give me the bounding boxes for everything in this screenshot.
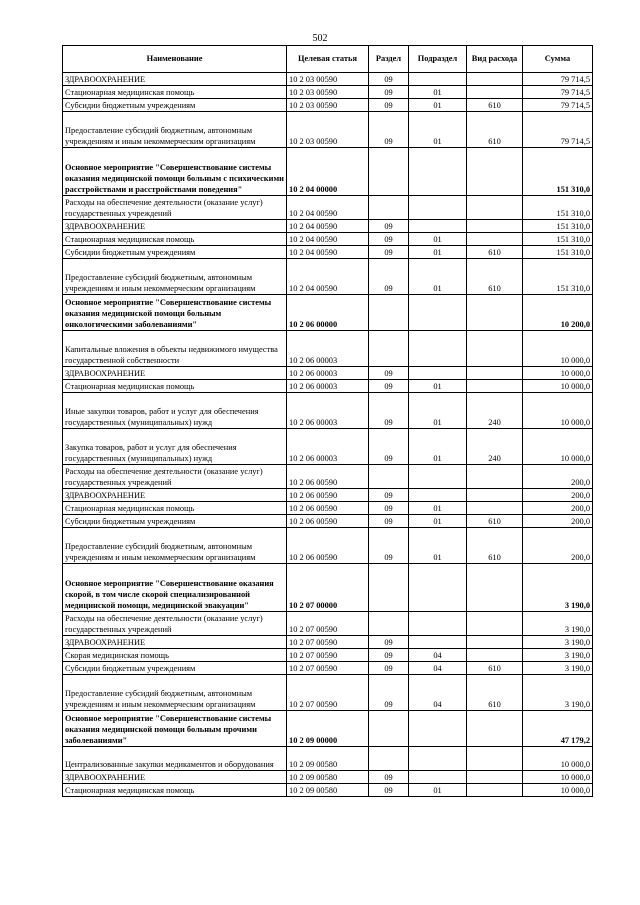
cell-amount: 3 190,0: [523, 662, 593, 675]
cell-amount: 151 310,0: [523, 220, 593, 233]
table-row-main-event: [63, 295, 593, 331]
cell-section: [369, 747, 409, 771]
cell-amount: 151 310,0: [523, 259, 593, 295]
cell-name: Стационарная медицинская помощь: [63, 784, 287, 797]
cell-target: 10 2 06 00590: [287, 489, 369, 502]
cell-expense-type: [467, 465, 523, 489]
table-row: [63, 246, 593, 259]
cell-name: ЗДРАВООХРАНЕНИЕ: [63, 367, 287, 380]
cell-name: Предоставление субсидий бюджетным, автономным учреждениям и иным некоммерческим организациям: [63, 675, 287, 711]
cell-section: 09: [369, 649, 409, 662]
cell-amount: 200,0: [523, 465, 593, 489]
cell-target: 10 2 04 00590: [287, 233, 369, 246]
cell-section: 09: [369, 502, 409, 515]
cell-section: 09: [369, 380, 409, 393]
cell-name: Централизованные закупки медикаментов и оборудования: [63, 747, 287, 771]
cell-expense-type: [467, 711, 523, 747]
table-row: [63, 636, 593, 649]
table-row: [63, 515, 593, 528]
cell-subsection: [409, 367, 467, 380]
table-row: [63, 465, 593, 489]
cell-name: Стационарная медицинская помощь: [63, 86, 287, 99]
cell-amount: 3 190,0: [523, 636, 593, 649]
cell-section: 09: [369, 771, 409, 784]
cell-subsection: 01: [409, 502, 467, 515]
cell-name: Расходы на обеспечение деятельности (оказание услуг) государственных учреждений: [63, 465, 287, 489]
cell-subsection: 04: [409, 649, 467, 662]
table-row: [63, 393, 593, 429]
cell-expense-type: 610: [467, 112, 523, 148]
cell-amount: 10 000,0: [523, 429, 593, 465]
cell-target: 10 2 07 00000: [287, 564, 369, 612]
cell-target: 10 2 04 00590: [287, 246, 369, 259]
cell-amount: 10 000,0: [523, 771, 593, 784]
table-row: [63, 233, 593, 246]
cell-subsection: [409, 465, 467, 489]
cell-target: 10 2 06 00590: [287, 515, 369, 528]
header-amount: Сумма: [523, 46, 593, 73]
cell-amount: 10 000,0: [523, 784, 593, 797]
table-row: [63, 662, 593, 675]
cell-expense-type: [467, 367, 523, 380]
table-row: [63, 528, 593, 564]
cell-target: 10 2 06 00003: [287, 367, 369, 380]
cell-name: ЗДРАВООХРАНЕНИЕ: [63, 636, 287, 649]
cell-name: Основное мероприятие "Совершенствование системы оказания медицинской помощи больным прочими заболеваниями": [63, 711, 287, 747]
cell-amount: 47 179,2: [523, 711, 593, 747]
cell-subsection: 01: [409, 393, 467, 429]
cell-expense-type: [467, 489, 523, 502]
cell-amount: 200,0: [523, 528, 593, 564]
cell-subsection: 04: [409, 662, 467, 675]
cell-amount: 79 714,5: [523, 73, 593, 86]
table-row: [63, 502, 593, 515]
cell-target: 10 2 03 00590: [287, 86, 369, 99]
table-row-main-event: [63, 711, 593, 747]
cell-amount: 3 190,0: [523, 612, 593, 636]
cell-section: [369, 295, 409, 331]
table-row-main-event: [63, 564, 593, 612]
cell-target: 10 2 07 00590: [287, 636, 369, 649]
cell-expense-type: 610: [467, 662, 523, 675]
cell-expense-type: [467, 331, 523, 367]
cell-expense-type: [467, 196, 523, 220]
header-section: Раздел: [369, 46, 409, 73]
budget-table: [62, 45, 593, 797]
cell-name: Основное мероприятие "Совершенствование оказания скорой, в том числе скорой специализированной медицинской помощи, медицинской эвакуации": [63, 564, 287, 612]
cell-name: Иные закупки товаров, работ и услуг для обеспечения государственных (муниципальных) нужд: [63, 393, 287, 429]
cell-target: 10 2 07 00590: [287, 612, 369, 636]
cell-name: Капитальные вложения в объекты недвижимого имущества государственной собственности: [63, 331, 287, 367]
header-expense-type: Вид расхода: [467, 46, 523, 73]
cell-target: 10 2 06 00590: [287, 465, 369, 489]
cell-target: 10 2 09 00580: [287, 784, 369, 797]
cell-name: Субсидии бюджетным учреждениям: [63, 515, 287, 528]
cell-amount: 3 190,0: [523, 649, 593, 662]
cell-subsection: 01: [409, 429, 467, 465]
cell-expense-type: 610: [467, 515, 523, 528]
cell-subsection: [409, 612, 467, 636]
cell-section: 09: [369, 489, 409, 502]
cell-expense-type: [467, 220, 523, 233]
cell-target: 10 2 07 00590: [287, 675, 369, 711]
cell-section: 09: [369, 675, 409, 711]
cell-amount: 151 310,0: [523, 246, 593, 259]
cell-target: 10 2 06 00003: [287, 380, 369, 393]
table-row: [63, 771, 593, 784]
cell-amount: 151 310,0: [523, 233, 593, 246]
cell-section: [369, 196, 409, 220]
cell-expense-type: 610: [467, 528, 523, 564]
cell-section: 09: [369, 259, 409, 295]
table-row: [63, 220, 593, 233]
cell-section: 09: [369, 429, 409, 465]
cell-target: 10 2 03 00590: [287, 73, 369, 86]
cell-name: ЗДРАВООХРАНЕНИЕ: [63, 73, 287, 86]
cell-amount: 79 714,5: [523, 112, 593, 148]
cell-expense-type: 610: [467, 246, 523, 259]
cell-section: 09: [369, 636, 409, 649]
cell-subsection: 01: [409, 515, 467, 528]
cell-amount: 10 000,0: [523, 367, 593, 380]
cell-name: Скорая медицинская помощь: [63, 649, 287, 662]
cell-subsection: [409, 771, 467, 784]
cell-expense-type: [467, 295, 523, 331]
cell-target: 10 2 04 00590: [287, 220, 369, 233]
cell-target: 10 2 03 00590: [287, 112, 369, 148]
table-row-main-event: [63, 148, 593, 196]
cell-amount: 10 200,0: [523, 295, 593, 331]
cell-name: Стационарная медицинская помощь: [63, 233, 287, 246]
cell-name: Закупка товаров, работ и услуг для обеспечения государственных (муниципальных) нужд: [63, 429, 287, 465]
cell-section: 09: [369, 528, 409, 564]
table-row: [63, 784, 593, 797]
cell-amount: 151 310,0: [523, 196, 593, 220]
table-row: [63, 112, 593, 148]
cell-name: Стационарная медицинская помощь: [63, 380, 287, 393]
table-row: [63, 367, 593, 380]
cell-name: Расходы на обеспечение деятельности (оказание услуг) государственных учреждений: [63, 612, 287, 636]
cell-expense-type: [467, 612, 523, 636]
table-row: [63, 649, 593, 662]
cell-section: 09: [369, 233, 409, 246]
cell-subsection: 01: [409, 259, 467, 295]
cell-subsection: 01: [409, 86, 467, 99]
cell-expense-type: 240: [467, 429, 523, 465]
cell-expense-type: [467, 784, 523, 797]
header-subsection: Подраздел: [409, 46, 467, 73]
cell-section: 09: [369, 73, 409, 86]
cell-name: Основное мероприятие "Совершенствование системы оказания медицинской помощи больным с психическими расстройствами и расстройствами поведения": [63, 148, 287, 196]
table-row: [63, 675, 593, 711]
cell-target: 10 2 09 00580: [287, 747, 369, 771]
cell-target: 10 2 06 00590: [287, 528, 369, 564]
table-row: [63, 196, 593, 220]
cell-section: 09: [369, 99, 409, 112]
cell-subsection: [409, 564, 467, 612]
cell-subsection: [409, 295, 467, 331]
cell-amount: 10 000,0: [523, 380, 593, 393]
cell-subsection: [409, 220, 467, 233]
cell-target: 10 2 09 00000: [287, 711, 369, 747]
cell-expense-type: [467, 148, 523, 196]
cell-name: Предоставление субсидий бюджетным, автономным учреждениям и иным некоммерческим организациям: [63, 112, 287, 148]
cell-name: ЗДРАВООХРАНЕНИЕ: [63, 220, 287, 233]
cell-subsection: 01: [409, 233, 467, 246]
cell-section: [369, 711, 409, 747]
cell-expense-type: [467, 73, 523, 86]
cell-expense-type: [467, 747, 523, 771]
table-row: [63, 612, 593, 636]
cell-target: 10 2 04 00000: [287, 148, 369, 196]
cell-section: 09: [369, 367, 409, 380]
cell-amount: 151 310,0: [523, 148, 593, 196]
cell-subsection: 04: [409, 675, 467, 711]
cell-target: 10 2 09 00580: [287, 771, 369, 784]
cell-name: ЗДРАВООХРАНЕНИЕ: [63, 489, 287, 502]
cell-section: 09: [369, 86, 409, 99]
cell-name: ЗДРАВООХРАНЕНИЕ: [63, 771, 287, 784]
cell-subsection: [409, 331, 467, 367]
table-row: [63, 73, 593, 86]
cell-target: 10 2 07 00590: [287, 662, 369, 675]
cell-name: Стационарная медицинская помощь: [63, 502, 287, 515]
page-number: 502: [312, 33, 328, 44]
cell-amount: 10 000,0: [523, 331, 593, 367]
cell-amount: 10 000,0: [523, 747, 593, 771]
cell-name: Субсидии бюджетным учреждениям: [63, 99, 287, 112]
cell-section: [369, 612, 409, 636]
cell-target: 10 2 06 00003: [287, 429, 369, 465]
cell-expense-type: 610: [467, 675, 523, 711]
cell-section: 09: [369, 515, 409, 528]
cell-subsection: 01: [409, 528, 467, 564]
cell-subsection: [409, 196, 467, 220]
cell-amount: 3 190,0: [523, 564, 593, 612]
cell-expense-type: [467, 636, 523, 649]
cell-amount: 10 000,0: [523, 393, 593, 429]
cell-expense-type: [467, 649, 523, 662]
cell-target: 10 2 04 00590: [287, 196, 369, 220]
cell-expense-type: [467, 233, 523, 246]
cell-section: [369, 148, 409, 196]
cell-expense-type: [467, 564, 523, 612]
cell-section: [369, 564, 409, 612]
cell-subsection: [409, 148, 467, 196]
table-row: [63, 429, 593, 465]
table-row: [63, 747, 593, 771]
table-row: [63, 489, 593, 502]
cell-target: 10 2 06 00003: [287, 331, 369, 367]
table-row: [63, 86, 593, 99]
cell-target: 10 2 04 00590: [287, 259, 369, 295]
cell-expense-type: [467, 502, 523, 515]
cell-section: 09: [369, 220, 409, 233]
cell-expense-type: [467, 771, 523, 784]
cell-subsection: [409, 636, 467, 649]
cell-target: 10 2 06 00590: [287, 502, 369, 515]
cell-name: Субсидии бюджетным учреждениям: [63, 246, 287, 259]
cell-expense-type: 240: [467, 393, 523, 429]
cell-name: Предоставление субсидий бюджетным, автономным учреждениям и иным некоммерческим организациям: [63, 259, 287, 295]
cell-expense-type: [467, 380, 523, 393]
cell-amount: 79 714,5: [523, 86, 593, 99]
cell-subsection: [409, 73, 467, 86]
header-row: [63, 46, 593, 73]
table-row: [63, 259, 593, 295]
cell-section: [369, 331, 409, 367]
table-body: [63, 73, 593, 797]
cell-name: Субсидии бюджетным учреждениям: [63, 662, 287, 675]
cell-section: 09: [369, 662, 409, 675]
cell-subsection: 01: [409, 246, 467, 259]
cell-section: 09: [369, 393, 409, 429]
cell-section: 09: [369, 246, 409, 259]
cell-amount: 200,0: [523, 489, 593, 502]
cell-amount: 200,0: [523, 502, 593, 515]
cell-target: 10 2 06 00000: [287, 295, 369, 331]
cell-subsection: 01: [409, 784, 467, 797]
cell-name: Предоставление субсидий бюджетным, автономным учреждениям и иным некоммерческим организациям: [63, 528, 287, 564]
cell-target: 10 2 06 00003: [287, 393, 369, 429]
cell-subsection: 01: [409, 112, 467, 148]
table-row: [63, 99, 593, 112]
cell-expense-type: 610: [467, 99, 523, 112]
cell-amount: 200,0: [523, 515, 593, 528]
cell-section: 09: [369, 112, 409, 148]
cell-expense-type: [467, 86, 523, 99]
cell-amount: 3 190,0: [523, 675, 593, 711]
header-target: Целевая статья: [287, 46, 369, 73]
cell-subsection: [409, 747, 467, 771]
cell-name: Основное мероприятие "Совершенствование системы оказания медицинской помощи больным онкологическими заболеваниями": [63, 295, 287, 331]
cell-subsection: 01: [409, 380, 467, 393]
cell-target: 10 2 07 00590: [287, 649, 369, 662]
header-name: Наименование: [63, 46, 287, 73]
cell-section: [369, 465, 409, 489]
table-row: [63, 331, 593, 367]
cell-section: 09: [369, 784, 409, 797]
cell-subsection: [409, 711, 467, 747]
cell-subsection: [409, 489, 467, 502]
table-row: [63, 380, 593, 393]
cell-amount: 79 714,5: [523, 99, 593, 112]
cell-name: Расходы на обеспечение деятельности (оказание услуг) государственных учреждений: [63, 196, 287, 220]
cell-expense-type: 610: [467, 259, 523, 295]
cell-target: 10 2 03 00590: [287, 99, 369, 112]
cell-subsection: 01: [409, 99, 467, 112]
